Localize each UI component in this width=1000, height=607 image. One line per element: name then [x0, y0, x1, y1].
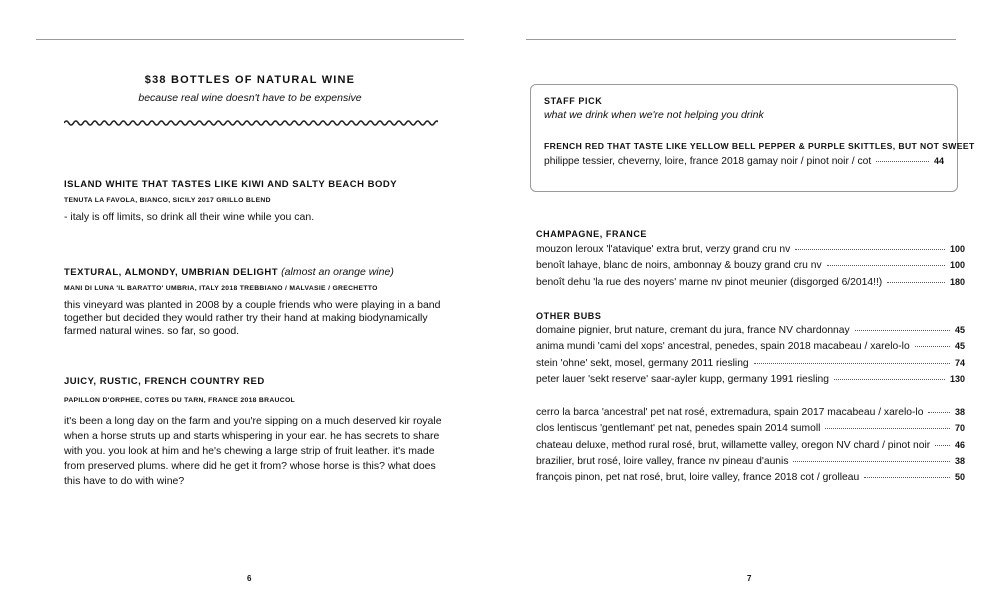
wine-row	[536, 472, 965, 487]
wine-price: 100	[949, 260, 965, 271]
wine-row	[536, 277, 965, 292]
other-bubs-heading: OTHER BUBS	[536, 311, 602, 321]
section-heading: JUICY, RUSTIC, FRENCH COUNTRY RED	[64, 376, 265, 387]
wavy-divider	[64, 118, 438, 128]
page-number: 7	[747, 574, 752, 583]
staff-pick-label: STAFF PICK	[544, 96, 603, 106]
staff-pick-wine	[544, 156, 944, 171]
section-heading: TEXTURAL, ALMONDY, UMBRIAN DELIGHT (almost an orange wine)	[64, 266, 394, 278]
dot-leader	[827, 265, 945, 266]
wine-price: 74	[954, 357, 965, 368]
wine-row	[536, 341, 965, 356]
dot-leader	[793, 461, 950, 462]
wine-row	[536, 456, 965, 471]
dot-leader	[834, 379, 945, 380]
wine-price: 130	[949, 373, 965, 384]
wine-name: philippe tessier, cheverny, loire, france 2018 gamay noir / pinot noir / cot	[544, 156, 872, 167]
section-description: - italy is off limits, so drink all their wine while you can.	[64, 211, 315, 223]
wine-name: domaine pignier, brut nature, cremant du jura, france NV chardonnay	[536, 325, 850, 336]
wine-row	[536, 260, 965, 275]
top-rule	[526, 39, 956, 40]
wine-row	[536, 358, 965, 373]
dot-leader	[887, 282, 945, 283]
section-producer: MANI DI LUNA 'IL BARATTO' UMBRIA, ITALY 2018 TREBBIANO / MALVASIE / GRECHETTO	[64, 285, 378, 292]
dot-leader	[876, 161, 929, 162]
dot-leader	[825, 428, 950, 429]
staff-pick-tagline: what we drink when we're not helping you drink	[544, 109, 764, 121]
dot-leader	[915, 346, 950, 347]
wine-section-2	[64, 265, 444, 338]
wine-name: anima mundi 'cami del xops' ancestral, penedes, spain 2018 macabeau / xarelo-lo	[536, 341, 910, 353]
wine-price: 50	[954, 472, 965, 483]
wine-name: mouzon leroux 'l'atavique' extra brut, verzy grand cru nv	[536, 244, 791, 255]
wine-row	[536, 423, 965, 438]
wine-section-1	[64, 178, 444, 224]
wine-row	[536, 244, 965, 259]
wine-section-3	[64, 375, 444, 489]
wine-name: cerro la barca 'ancestral' pet nat rosé, extremadura, spain 2017 macabeau / xarelo-lo	[536, 407, 924, 418]
wine-name: benoît lahaye, blanc de noirs, ambonnay & bouzy grand cru nv	[536, 260, 822, 272]
section-description: this vineyard was planted in 2008 by a couple friends who were playing in a band together but decided they would rather try their hand at making biodynamically farmed natural wines. so far, so good.	[64, 299, 441, 337]
wine-row	[536, 325, 965, 340]
page-number: 6	[247, 574, 252, 583]
section-producer: TENUTA LA FAVOLA, BIANCO, SICILY 2017 GRILLO BLEND	[64, 197, 271, 204]
wine-name: chateau deluxe, method rural rosé, brut, willamette valley, oregon NV chard / pinot noir	[536, 439, 931, 451]
wine-row	[536, 407, 965, 422]
wine-row	[536, 440, 965, 455]
dot-leader	[864, 477, 950, 478]
dot-leader	[928, 412, 950, 413]
wine-price: 38	[954, 455, 965, 466]
staff-pick-heading: FRENCH RED THAT TASTE LIKE YELLOW BELL PEPPER & PURPLE SKITTLES, BUT NOT SWEET	[544, 141, 975, 151]
wine-price: 45	[954, 325, 965, 335]
section-description: it's been a long day on the farm and you're sipping on a much deserved kir royale when a horse struts up and starts whispering in your ear. he has secrets to share with you. you look at him and he's chewing a large strip of fruit leather. it's made from preserved plums. where did he get it from? whose horse is this? what does this have to do with wine?	[64, 415, 442, 487]
right-page	[500, 0, 1000, 607]
wine-row	[536, 374, 965, 389]
dot-leader	[855, 330, 950, 331]
wine-price: 44	[933, 156, 944, 166]
wine-price: 100	[949, 244, 965, 254]
wine-name: clos lentiscus 'gentlemant' pet nat, penedes spain 2014 sumoll	[536, 423, 821, 435]
wine-name: peter lauer 'sekt reserve' saar-ayler kupp, germany 1991 riesling	[536, 373, 829, 385]
wine-price: 46	[954, 439, 965, 450]
page-subtitle: because real wine doesn't have to be expensive	[138, 92, 362, 104]
dot-leader	[795, 249, 945, 250]
top-rule	[36, 39, 464, 40]
wine-price: 70	[954, 423, 965, 434]
section-heading: ISLAND WHITE THAT TASTES LIKE KIWI AND SALTY BEACH BODY	[64, 179, 398, 190]
dot-leader	[935, 445, 950, 446]
wine-price: 180	[949, 276, 965, 287]
wine-price: 38	[954, 407, 965, 417]
dot-leader	[754, 363, 950, 364]
wine-name: stein 'ohne' sekt, mosel, germany 2011 riesling	[536, 357, 749, 369]
wine-name: benoît dehu 'la rue des noyers' marne nv pinot meunier (disgorged 6/2014!!)	[536, 276, 883, 288]
wine-name: françois pinon, pet nat rosé, brut, loire valley, france 2018 cot / grolleau	[536, 472, 860, 484]
page-title: $38 BOTTLES OF NATURAL WINE	[144, 74, 356, 86]
section-producer: PAPILLON D'ORPHEE, COTES DU TARN, FRANCE 2018 BRAUCOL	[64, 397, 296, 404]
wine-price: 45	[954, 341, 965, 352]
wine-name: brazilier, brut rosé, loire valley, france nv pineau d'aunis	[536, 455, 789, 467]
section-heading-note: (almost an orange wine)	[281, 266, 394, 278]
champagne-heading: CHAMPAGNE, FRANCE	[536, 229, 648, 239]
